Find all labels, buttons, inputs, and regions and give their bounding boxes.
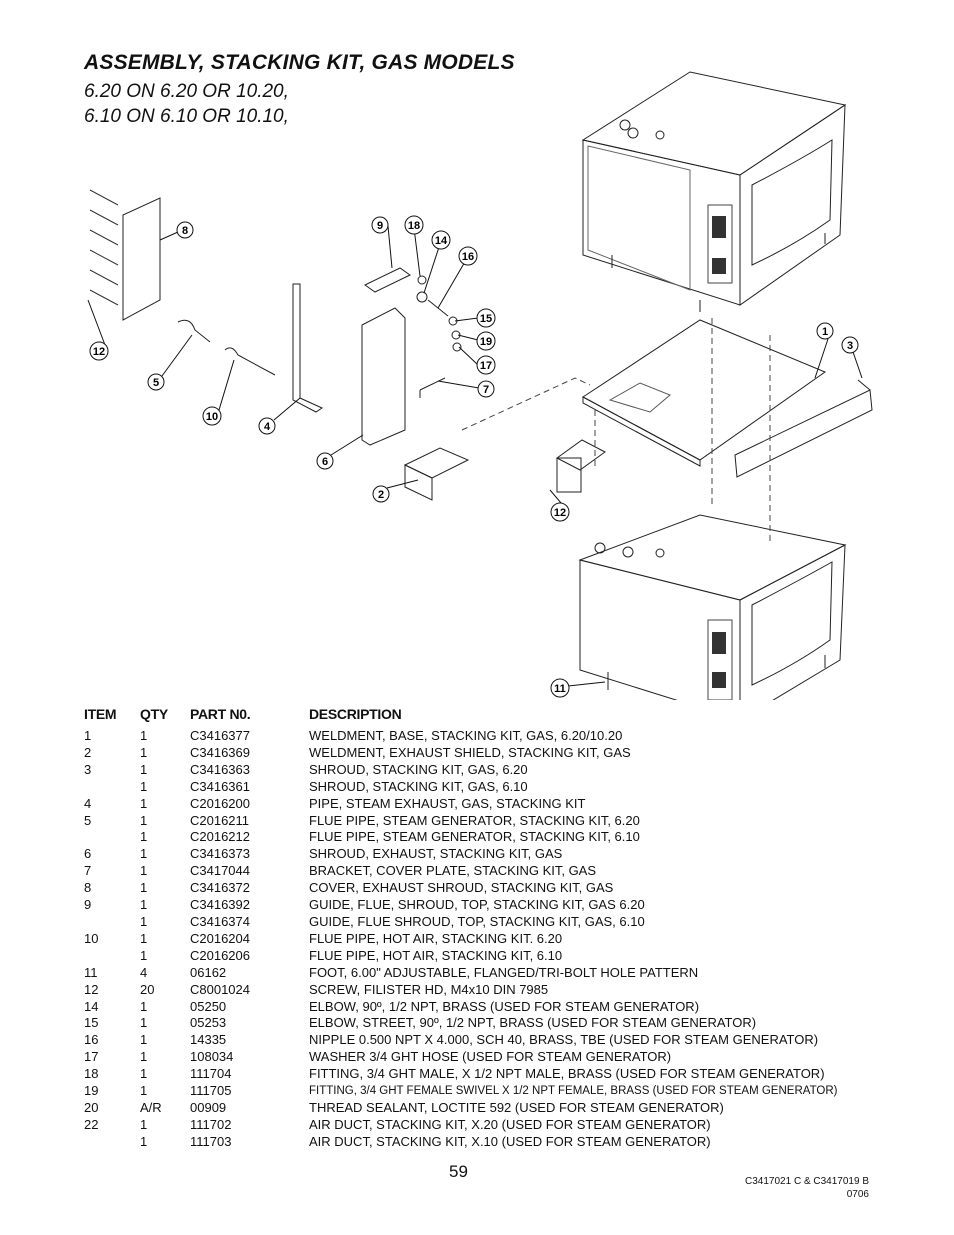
table-row — [84, 1015, 837, 1032]
svg-text:1: 1 — [821, 326, 829, 338]
svg-text:16: 16 — [461, 251, 475, 263]
table-row — [84, 1134, 837, 1151]
svg-text:12: 12 — [92, 346, 106, 358]
part-number-cell: C3416361 — [190, 778, 250, 794]
description-cell: SHROUD, EXHAUST, STACKING KIT, GAS — [309, 846, 563, 862]
header-qty: QTY — [140, 706, 168, 722]
description-cell: BRACKET, COVER PLATE, STACKING KIT, GAS — [309, 863, 597, 879]
qty-cell: 1 — [140, 1083, 148, 1099]
description-cell: FITTING, 3/4 GHT FEMALE SWIVEL X 1/2 NPT FEMALE, BRASS (USED FOR STEAM GENERATOR) — [309, 1085, 838, 1098]
callout-17 — [477, 356, 495, 374]
callout-4 — [259, 418, 275, 434]
description-cell: GUIDE, FLUE, SHROUD, TOP, STACKING KIT, GAS 6.20 — [309, 897, 645, 913]
callout-5 — [148, 374, 164, 390]
description-cell: WASHER 3/4 GHT HOSE (USED FOR STEAM GENERATOR) — [309, 1049, 672, 1065]
item-cell: 16 — [84, 1032, 99, 1048]
item-cell: 3 — [84, 761, 92, 777]
svg-text:10: 10 — [205, 411, 219, 423]
svg-text:14: 14 — [434, 235, 448, 247]
item-cell: 8 — [84, 880, 92, 896]
header-part-no: PART N0. — [190, 706, 251, 722]
part-number-cell: 108034 — [190, 1049, 234, 1065]
qty-cell: 20 — [140, 981, 155, 997]
part-number-cell: C3416374 — [190, 913, 250, 929]
qty-cell: 1 — [140, 728, 148, 743]
table-row — [84, 999, 837, 1016]
item-cell: 4 — [84, 795, 92, 811]
table-row — [84, 762, 837, 779]
description-cell: GUIDE, FLUE SHROUD, TOP, STACKING KIT, GAS, 6.10 — [309, 913, 645, 929]
qty-cell: 1 — [140, 812, 148, 828]
page-number: 59 — [449, 1162, 468, 1181]
table-row — [84, 1032, 837, 1049]
header-item: ITEM — [84, 706, 117, 722]
svg-text:9: 9 — [376, 220, 384, 232]
item-cell — [84, 948, 140, 965]
qty-cell: 1 — [140, 1049, 148, 1065]
description-cell: FLUE PIPE, HOT AIR, STACKING KIT, 6.10 — [309, 947, 563, 963]
table-row — [84, 745, 837, 762]
qty-cell: 1 — [140, 863, 148, 879]
part-number-cell: C2016206 — [190, 947, 250, 963]
callout-6 — [317, 453, 333, 469]
table-row — [84, 1117, 837, 1134]
item-cell: 10 — [84, 930, 99, 946]
table-row — [84, 948, 837, 965]
table-row — [84, 880, 837, 897]
table-row — [84, 1049, 837, 1066]
table-row — [84, 897, 837, 914]
qty-cell: 1 — [140, 744, 148, 760]
table-row — [84, 829, 837, 846]
qty-cell: 1 — [140, 829, 148, 845]
item-cell: 14 — [84, 998, 99, 1014]
item-cell: 7 — [84, 863, 92, 879]
callout-18 — [405, 216, 423, 234]
item-cell: 11 — [84, 964, 98, 980]
item-cell: 22 — [84, 1116, 99, 1132]
table-row — [84, 796, 837, 813]
part-number-cell: 05250 — [190, 998, 227, 1014]
item-cell: 17 — [84, 1049, 99, 1065]
callout-9 — [372, 217, 388, 233]
svg-text:2: 2 — [377, 489, 385, 501]
part-number-cell: C3416369 — [190, 744, 250, 760]
description-cell: SHROUD, STACKING KIT, GAS, 6.20 — [309, 761, 528, 777]
description-cell: AIR DUCT, STACKING KIT, X.20 (USED FOR STEAM GENERATOR) — [309, 1116, 711, 1132]
subtitle-line-2: 6.10 ON 6.10 OR 10.10, — [84, 106, 289, 127]
part-number-cell: 111704 — [190, 1066, 232, 1082]
description-cell: ELBOW, STREET, 90º, 1/2 NPT, BRASS (USED FOR STEAM GENERATOR) — [309, 1015, 757, 1031]
description-cell: FOOT, 6.00" ADJUSTABLE, FLANGED/TRI-BOLT HOLE PATTERN — [309, 964, 699, 980]
table-row — [84, 863, 837, 880]
qty-cell: 1 — [140, 1116, 148, 1132]
item-cell: 19 — [84, 1083, 99, 1099]
part-number-cell: C2016212 — [190, 829, 250, 845]
table-row — [84, 813, 837, 830]
qty-cell: 1 — [140, 1015, 148, 1031]
svg-text:5: 5 — [152, 377, 160, 389]
part-number-cell: 06162 — [190, 964, 227, 980]
part-number-cell: C3416392 — [190, 897, 250, 913]
qty-cell: 1 — [140, 778, 148, 794]
callout-15 — [477, 309, 495, 327]
part-number-cell: 111702 — [190, 1116, 232, 1132]
item-cell — [84, 1134, 140, 1151]
table-row — [84, 1066, 837, 1083]
callout-2 — [373, 486, 389, 502]
item-cell: 2 — [84, 744, 92, 760]
table-row — [84, 1100, 837, 1117]
callout-8 — [177, 222, 193, 238]
svg-text:18: 18 — [407, 220, 421, 232]
callout-19 — [477, 332, 495, 350]
qty-cell: 1 — [140, 913, 148, 929]
qty-cell: 1 — [140, 998, 148, 1014]
table-row — [84, 779, 837, 796]
callout-3 — [842, 337, 858, 353]
parts-list-body — [84, 728, 837, 1151]
header-description: DESCRIPTION — [309, 706, 402, 722]
item-cell: 12 — [84, 981, 99, 997]
part-number-cell: 111705 — [190, 1083, 232, 1099]
item-cell: 6 — [84, 846, 92, 862]
document-codes: C3417021 C & C3417019 B — [745, 1176, 869, 1187]
part-number-cell: C2016204 — [190, 930, 250, 946]
qty-cell: 1 — [140, 1133, 148, 1149]
description-cell: NIPPLE 0.500 NPT X 4.000, SCH 40, BRASS, TBE (USED FOR STEAM GENERATOR) — [309, 1032, 819, 1048]
table-row — [84, 931, 837, 948]
callout-12a — [90, 342, 108, 360]
part-number-cell: C3416373 — [190, 846, 250, 862]
item-cell: 1 — [84, 728, 92, 743]
qty-cell: 4 — [140, 964, 148, 980]
description-cell: SCREW, FILISTER HD, M4x10 DIN 7985 — [309, 981, 549, 997]
svg-text:19: 19 — [479, 336, 493, 348]
svg-text:12: 12 — [553, 507, 567, 519]
item-cell — [84, 779, 140, 796]
table-row — [84, 1083, 837, 1100]
document-date-code: 0706 — [846, 1189, 869, 1200]
part-number-cell: C2016200 — [190, 795, 250, 811]
qty-cell: 1 — [140, 880, 148, 896]
description-cell: PIPE, STEAM EXHAUST, GAS, STACKING KIT — [309, 795, 586, 811]
table-row — [84, 728, 837, 745]
description-cell: FLUE PIPE, HOT AIR, STACKING KIT. 6.20 — [309, 930, 563, 946]
table-row — [84, 846, 837, 863]
description-cell: FLUE PIPE, STEAM GENERATOR, STACKING KIT, 6.20 — [309, 812, 640, 828]
qty-cell: A/R — [140, 1099, 162, 1115]
svg-text:7: 7 — [482, 384, 490, 396]
callout-7 — [478, 381, 494, 397]
description-cell: THREAD SEALANT, LOCTITE 592 (USED FOR STEAM GENERATOR) — [309, 1099, 724, 1115]
qty-cell: 1 — [140, 897, 148, 913]
svg-text:6: 6 — [321, 456, 329, 468]
table-row — [84, 965, 837, 982]
part-number-cell: 14335 — [190, 1032, 227, 1048]
description-cell: ELBOW, 90º, 1/2 NPT, BRASS (USED FOR STEAM GENERATOR) — [309, 998, 700, 1014]
qty-cell: 1 — [140, 930, 148, 946]
callout-12b — [551, 503, 569, 521]
callout-11 — [551, 679, 569, 697]
parts-list-table — [84, 706, 837, 1151]
qty-cell: 1 — [140, 795, 148, 811]
item-cell: 15 — [84, 1015, 99, 1031]
description-cell: WELDMENT, BASE, STACKING KIT, GAS, 6.20/10.20 — [309, 728, 623, 743]
callout-16 — [459, 247, 477, 265]
description-cell: COVER, EXHAUST SHROUD, STACKING KIT, GAS — [309, 880, 614, 896]
svg-text:11: 11 — [554, 683, 566, 695]
callout-1 — [817, 323, 833, 339]
part-number-cell: C3417044 — [190, 863, 250, 879]
svg-text:4: 4 — [263, 421, 271, 433]
item-cell: 5 — [84, 812, 92, 828]
svg-text:15: 15 — [479, 313, 493, 325]
svg-text:3: 3 — [846, 340, 854, 352]
part-number-cell: 00909 — [190, 1099, 227, 1115]
item-cell — [84, 829, 140, 846]
callout-10 — [203, 407, 221, 425]
document-reference — [745, 1175, 869, 1201]
part-number-cell: 111703 — [190, 1133, 232, 1149]
part-number-cell: C3416372 — [190, 880, 250, 896]
subtitle-line-1: 6.20 ON 6.20 OR 10.20, — [84, 81, 289, 102]
item-cell: 20 — [84, 1099, 99, 1115]
qty-cell: 1 — [140, 1032, 148, 1048]
description-cell: FITTING, 3/4 GHT MALE, X 1/2 NPT MALE, BRASS (USED FOR STEAM GENERATOR) — [309, 1066, 825, 1082]
parts-list-header-row — [84, 706, 837, 728]
svg-text:17: 17 — [479, 360, 493, 372]
part-number-cell: C3416363 — [190, 761, 250, 777]
qty-cell: 1 — [140, 846, 148, 862]
part-number-cell: 05253 — [190, 1015, 227, 1031]
callout-14 — [432, 231, 450, 249]
qty-cell: 1 — [140, 947, 148, 963]
item-cell: 18 — [84, 1066, 99, 1082]
item-cell: 9 — [84, 897, 92, 913]
page-title: ASSEMBLY, STACKING KIT, GAS MODELS — [84, 51, 515, 74]
description-cell: AIR DUCT, STACKING KIT, X.10 (USED FOR STEAM GENERATOR) — [309, 1133, 711, 1149]
description-cell: SHROUD, STACKING KIT, GAS, 6.10 — [309, 778, 528, 794]
qty-cell: 1 — [140, 1066, 148, 1082]
table-row — [84, 982, 837, 999]
description-cell: WELDMENT, EXHAUST SHIELD, STACKING KIT, GAS — [309, 744, 631, 760]
part-number-cell: C2016211 — [190, 812, 250, 828]
part-number-cell: C3416377 — [190, 728, 250, 743]
item-cell — [84, 914, 140, 931]
qty-cell: 1 — [140, 761, 148, 777]
table-row — [84, 914, 837, 931]
svg-text:8: 8 — [181, 225, 189, 237]
part-number-cell: C8001024 — [190, 981, 250, 997]
description-cell: FLUE PIPE, STEAM GENERATOR, STACKING KIT, 6.10 — [309, 829, 640, 845]
